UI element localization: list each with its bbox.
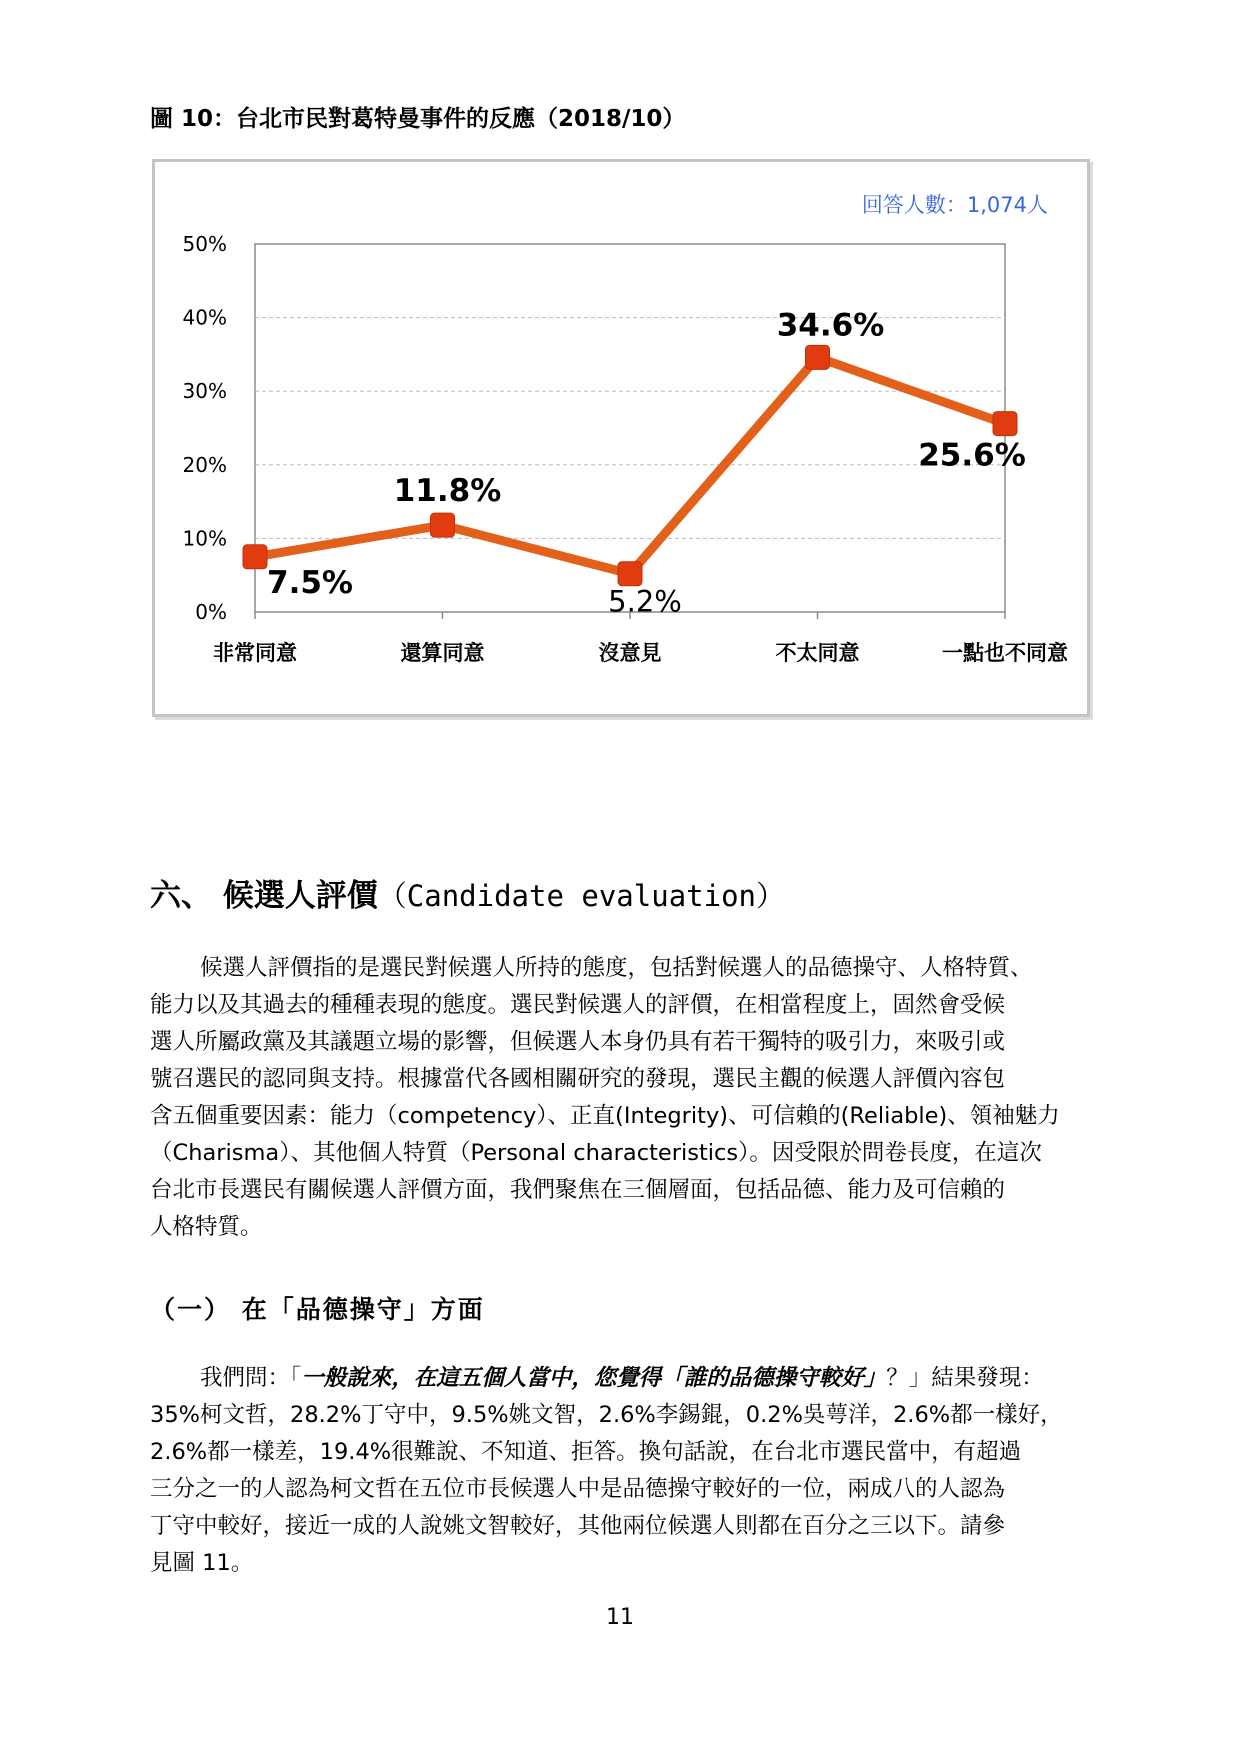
x-tick-label: 非常同意 [213, 641, 297, 665]
y-tick-label: 40% [182, 305, 227, 330]
page-number: 11 [606, 1605, 634, 1630]
data-label: 5.2% [608, 584, 682, 619]
y-tick-label: 10% [182, 526, 227, 551]
paragraph-line: 含五個重要因素：能力（competency）、正直(Integrity)、可信賴的(Reliable)、領袖魅力 [150, 1103, 1060, 1129]
paragraph-line [150, 1360, 1100, 1397]
data-point [806, 345, 830, 369]
paragraph-line: 2.6%都一樣差，19.4%很難說、不知道、拒答。換句話說，在台北市選民當中，有超過 [150, 1439, 1022, 1465]
paragraph-line: 號召選民的認同與支持。根據當代各國相關研究的發現，選民主觀的候選人評價內容包 [150, 1066, 1006, 1092]
data-point [618, 562, 642, 586]
subsection-paragraph [150, 1360, 1100, 1582]
section-heading [150, 870, 785, 915]
paragraph-line: 選人所屬政黨及其議題立場的影響，但候選人本身仍具有若干獨特的吸引力，來吸引或 [150, 1029, 1006, 1055]
section-title-english: （Candidate evaluation） [377, 879, 785, 913]
survey-question: 一般說來，在這五個人當中，您覺得「誰的品德操守較好」 [301, 1365, 887, 1391]
data-point [243, 545, 267, 569]
paragraph-line: 三分之一的人認為柯文哲在五位市長候選人中是品德操守較好的一位，兩成八的人認為 [150, 1476, 1006, 1502]
paragraph-line: 能力以及其過去的種種表現的態度。選民對候選人的評價，在相當程度上，固然會受候 [150, 992, 1006, 1018]
x-tick-label: 沒意見 [598, 641, 662, 665]
y-tick-label: 20% [182, 452, 227, 477]
data-point [993, 412, 1017, 436]
subsection-heading: （一） 在「品德操守」方面 [150, 1295, 485, 1324]
data-label: 11.8% [393, 473, 502, 510]
question-prefix: 我們問：「 [200, 1365, 302, 1391]
paragraph-line: 台北市長選民有關候選人評價方面，我們聚焦在三個層面，包括品德、能力及可信賴的 [150, 1177, 1006, 1203]
paragraph-line: 丁守中較好，接近一成的人說姚文智較好，其他兩位候選人則都在百分之三以下。請參 [150, 1513, 1006, 1539]
paragraph-line: 候選人評價指的是選民對候選人所持的態度，包括對候選人的品德操守、人格特質、 [200, 955, 1033, 981]
x-tick-label: 還算同意 [400, 641, 485, 665]
line-chart [155, 162, 1087, 714]
data-point [431, 513, 455, 537]
y-tick-label: 30% [182, 379, 227, 404]
data-label: 34.6% [776, 307, 885, 344]
data-label: 7.5% [267, 564, 353, 601]
y-tick-label: 0% [195, 600, 227, 624]
figure-title: 圖 10：台北市民對葛特曼事件的反應（2018/10） [150, 106, 686, 132]
series-line [255, 357, 1005, 573]
section-number: 六、 [150, 878, 212, 914]
paragraph-line: 35%柯文哲，28.2%丁守中，9.5%姚文智，2.6%李錫錕，0.2%吳萼洋，2.6%都一樣好， [150, 1402, 1063, 1428]
paragraph-line: 人格特質。 [150, 1214, 263, 1240]
paragraph-line: （Charisma）、其他個人特質（Personal characteristics）。因受限於問卷長度，在這次 [150, 1140, 1042, 1166]
question-suffix: ？」結果發現： [886, 1365, 1044, 1391]
x-tick-label: 不太同意 [775, 641, 860, 665]
x-tick-label: 一點也不同意 [942, 641, 1068, 665]
plot-area [255, 244, 1005, 612]
intro-paragraph [150, 950, 1100, 1246]
chart-annotation: 回答人數：1,074人 [861, 193, 1048, 217]
section-title: 候選人評價 [222, 878, 378, 914]
y-tick-label: 50% [182, 232, 227, 256]
data-label: 25.6% [918, 437, 1026, 474]
paragraph-line: 見圖 11。 [150, 1550, 254, 1576]
chart-frame [152, 159, 1090, 717]
